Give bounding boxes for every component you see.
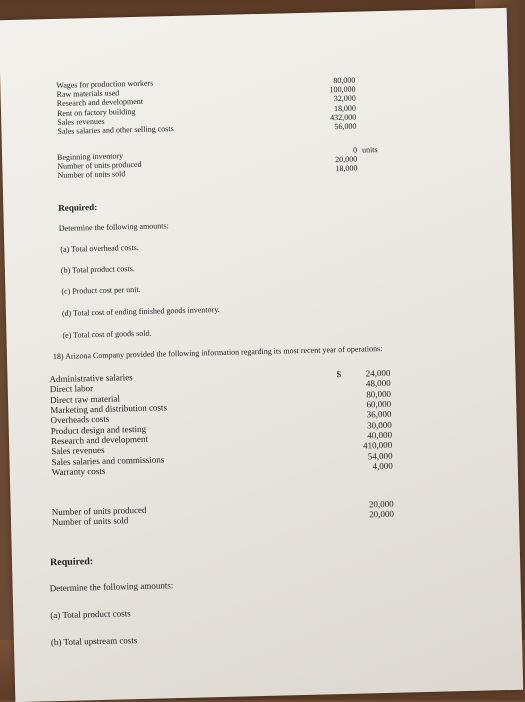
problem18-unit-value: 20,000 [369,509,395,520]
cost-label: Rent on factory building [56,106,136,118]
inventory-labels-list [57,151,142,181]
cost-value: 18,000 [333,103,357,113]
problem18-value: 60,000 [366,398,392,410]
required-heading-2: Required: [49,556,94,569]
problem18-label: Direct raw material [49,393,121,405]
cost-value: 100,000 [329,84,356,95]
currency-symbol: $ [336,369,342,380]
problem18-unit-labels [52,505,147,528]
problem18-value: 24,000 [365,367,391,379]
problem18-unit-values [346,499,394,521]
problem18-value: 36,000 [366,409,392,420]
cost-label: Sales revenues [57,116,105,127]
inventory-value: 0 [352,145,358,155]
question-2a: (a) Total product costs [50,608,131,621]
problem18-label: Research and development [50,433,149,447]
cost-value: 432,000 [330,112,357,122]
problem18-labels-list [49,371,168,477]
inventory-value: 20,000 [335,154,358,165]
problem18-value: 30,000 [366,419,392,431]
problem18-value: 80,000 [366,388,392,400]
problem18-unit-label: Number of units sold [51,515,129,528]
inventory-label: Number of units sold [57,169,126,181]
question-1a: (a) Total overhead costs. [60,242,139,254]
question-1e: (e) Total cost of goods sold. [62,328,152,340]
required-heading-1: Required: [58,201,98,213]
problem18-intro: 18) Arizona Company provided the following information regarding its most recent year of operations: [52,344,383,362]
problem18-value: 48,000 [365,378,391,389]
problem18-value: 54,000 [367,450,393,462]
problem18-unit-label: Number of units produced [51,504,147,518]
problem18-label: Direct labor [49,383,94,395]
problem18-values-list [342,368,393,473]
question-1d: (d) Total cost of ending finished goods inventory. [61,304,220,318]
units-word: units [361,145,378,155]
question-1c: (c) Product cost per unit. [61,284,141,296]
cost-value: 56,000 [334,121,357,132]
inventory-label: Beginning inventory [57,151,124,162]
problem18-label: Sales salaries and commissions [51,454,165,467]
problem18-label: Product design and testing [50,423,147,436]
problem18-label: Overheads costs [50,414,110,426]
question-2b: (b) Total upstream costs [50,635,138,648]
cost-value: 32,000 [333,93,356,104]
cost-label: Research and development [56,97,144,109]
problem18-label: Marketing and distribution costs [50,402,168,416]
cost-values-list [315,76,356,132]
problem18-value: 4,000 [372,460,393,472]
problem18-label: Warranty costs [51,465,106,478]
paper-sheet [0,8,523,702]
cost-label: Sales salaries and other selling costs [57,124,174,136]
problem18-value: 40,000 [367,429,393,441]
question-1b: (b) Total product costs. [60,264,135,275]
problem18-unit-value: 20,000 [368,498,394,510]
inventory-values-list [317,146,358,175]
cost-label: Raw materials used [56,88,120,100]
problem18-value: 410,000 [362,440,393,451]
inventory-label: Number of units produced [57,160,142,172]
problem18-label: Sales revenues [51,445,105,457]
instruction-2: Determine the following amounts: [49,580,174,594]
cost-labels-list [56,78,174,136]
cost-value: 80,000 [333,75,356,86]
cost-label: Wages for production workers [56,78,154,90]
inventory-value: 18,000 [335,163,358,174]
instruction-1: Determine the following amounts: [58,221,169,233]
problem18-label: Administrative salaries [49,372,133,385]
